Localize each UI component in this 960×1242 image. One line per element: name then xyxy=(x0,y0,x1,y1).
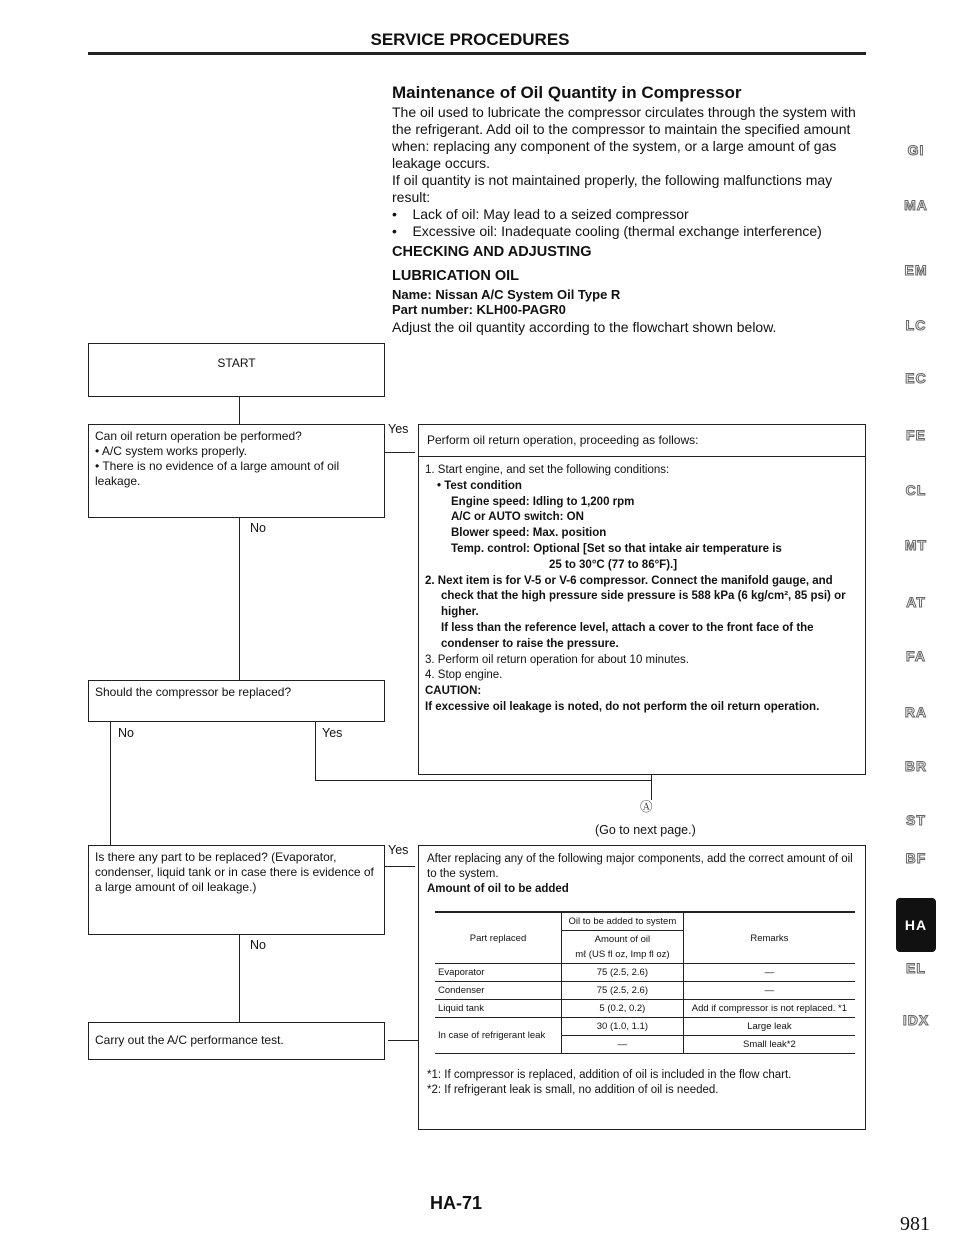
cell: 75 (2.5, 2.6) xyxy=(562,964,684,982)
condition: Temp. control: Optional [Set so that intake air temperature is xyxy=(451,542,782,555)
caution-label: CAUTION: xyxy=(425,685,482,698)
intro-para1: The oil used to lubricate the compressor circulates through the system with the refrigerant. Add oil to the compressor to maintain the specified amount when: replacing any component of the system, or a large amount of gas leakage occurs. xyxy=(392,104,856,171)
col-header-amount xyxy=(562,931,684,964)
cell: 5 (0.2, 0.2) xyxy=(562,1000,684,1018)
tab-gi[interactable]: GI xyxy=(907,142,925,158)
question-compressor-replaced: Should the compressor be replaced? xyxy=(88,680,385,722)
tab-cl[interactable]: CL xyxy=(905,482,927,498)
yes-label: Yes xyxy=(388,843,409,857)
subsection-title: LUBRICATION OIL xyxy=(392,268,519,284)
bullet-1: • Lack of oil: May lead to a seized compressor xyxy=(392,206,689,222)
step-2: 2. Next item is for V-5 or V-6 compressor. Connect the manifold gauge, and check that the high pressure side pressure is 588 kPa (6 kg/cm², 85 psi) or higher. xyxy=(425,574,846,619)
footnote-2: *2: If refrigerant leak is small, no addition of oil is needed. xyxy=(427,1084,719,1096)
col-header-group: Oil to be added to system xyxy=(562,912,684,931)
part-number: Part number: KLH00-PAGR0 xyxy=(392,302,566,317)
cell: 75 (2.5, 2.6) xyxy=(562,982,684,1000)
header-rule xyxy=(88,52,866,55)
q1-title: Can oil return operation be performed? xyxy=(95,429,302,443)
footnote-1: *1: If compressor is replaced, addition of oil is included in the flow chart. xyxy=(427,1069,792,1081)
table-row xyxy=(435,964,855,982)
yes-arrow xyxy=(385,866,415,867)
cell: Evaporator xyxy=(435,964,562,982)
tab-at[interactable]: AT xyxy=(906,594,926,610)
cell: 30 (1.0, 1.1) xyxy=(562,1018,684,1036)
procedure-box xyxy=(418,424,866,775)
table-row xyxy=(435,1000,855,1018)
cell: In case of refrigerant leak xyxy=(435,1018,562,1054)
intro-para2: If oil quantity is not maintained properly, the following malfunctions may result: xyxy=(392,172,833,205)
step-3: 3. Perform oil return operation for about 10 minutes. xyxy=(425,653,690,666)
cell: Small leak*2 xyxy=(683,1036,855,1054)
page-number: 981 xyxy=(900,1213,930,1235)
unit-label: mℓ (US fl oz, Imp fl oz) xyxy=(575,949,670,960)
adjust-text: Adjust the oil quantity according to the flowchart shown below. xyxy=(392,319,777,335)
tab-el[interactable]: EL xyxy=(906,960,926,976)
question-part-replaced: Is there any part to be replaced? (Evaporator, condenser, liquid tank or in case there is evidence of a large amount of oil leakage.) xyxy=(88,845,385,935)
cell: Condenser xyxy=(435,982,562,1000)
tab-em[interactable]: EM xyxy=(904,262,928,278)
tab-mt[interactable]: MT xyxy=(904,537,928,553)
intro-section xyxy=(392,82,866,335)
caution-text: If excessive oil leakage is noted, do not perform the oil return operation. xyxy=(425,700,820,713)
bullet-text: Excessive oil: Inadequate cooling (thermal exchange interference) xyxy=(412,223,822,239)
bullet-2: • Excessive oil: Inadequate cooling (thermal exchange interference) xyxy=(392,223,822,239)
test-condition-title: • Test condition xyxy=(437,479,522,492)
replacement-text: After replacing any of the following major components, add the correct amount of oil to the system. xyxy=(427,853,853,880)
start-box: START xyxy=(88,343,385,397)
no-label: No xyxy=(250,521,266,535)
procedure-header: Perform oil return operation, proceeding as follows: xyxy=(419,425,865,457)
yes-arrow xyxy=(385,452,415,453)
amount-label: Amount of oil xyxy=(594,934,651,945)
connector xyxy=(110,722,111,845)
bullet-text: Lack of oil: May lead to a seized compressor xyxy=(412,206,689,222)
cell: Large leak xyxy=(683,1018,855,1036)
page-header: SERVICE PROCEDURES xyxy=(370,30,570,49)
section-title: CHECKING AND ADJUSTING xyxy=(392,244,592,260)
condition: Engine speed: Idling to 1,200 rpm xyxy=(451,495,635,508)
tab-idx[interactable]: IDX xyxy=(902,1012,930,1028)
connector xyxy=(239,935,240,1022)
performance-test-box: Carry out the A/C performance test. xyxy=(88,1022,385,1060)
no-label: No xyxy=(250,938,266,952)
connector xyxy=(239,518,240,680)
tab-br[interactable]: BR xyxy=(904,758,928,774)
table-title: Amount of oil to be added xyxy=(427,883,569,895)
q1-item: • There is no evidence of a large amount of oil leakage. xyxy=(95,459,340,488)
step-4: 4. Stop engine. xyxy=(425,669,503,682)
tab-fe[interactable]: FE xyxy=(906,427,926,443)
cell: Liquid tank xyxy=(435,1000,562,1018)
page-code: HA-71 xyxy=(430,1193,483,1213)
cell: Add if compressor is not replaced. *1 xyxy=(683,1000,855,1018)
tab-st[interactable]: ST xyxy=(906,812,926,828)
connector xyxy=(315,722,316,780)
cell: — xyxy=(683,964,855,982)
step-1: 1. Start engine, and set the following conditions: xyxy=(425,464,670,476)
goto-mark: Ⓐ xyxy=(640,800,653,814)
table-row xyxy=(435,1018,855,1036)
tab-fa[interactable]: FA xyxy=(906,648,926,664)
yes-label: Yes xyxy=(388,422,409,436)
connector xyxy=(239,397,240,424)
replacement-box xyxy=(418,845,866,1130)
cell: — xyxy=(683,982,855,1000)
condition: 25 to 30°C (77 to 86°F).] xyxy=(549,558,678,571)
oil-amount-table xyxy=(435,911,855,1054)
oil-name: Name: Nissan A/C System Oil Type R xyxy=(392,287,621,302)
tab-ec[interactable]: EC xyxy=(905,370,927,386)
col-header-part: Part replaced xyxy=(435,912,562,964)
return-arrow xyxy=(388,1040,418,1041)
condition: Blower speed: Max. position xyxy=(451,527,607,540)
table-row xyxy=(435,982,855,1000)
tab-ma[interactable]: MA xyxy=(904,197,928,213)
step-2-note: If less than the reference level, attach a cover to the front face of the condenser to raise the pressure. xyxy=(441,621,814,650)
yes-label: Yes xyxy=(322,726,343,740)
no-label: No xyxy=(118,726,134,740)
col-header-remarks: Remarks xyxy=(683,912,855,964)
connector xyxy=(651,775,652,800)
intro-title: Maintenance of Oil Quantity in Compressor xyxy=(392,83,742,102)
tab-ra[interactable]: RA xyxy=(904,704,928,720)
cell: — xyxy=(562,1036,684,1054)
tab-lc[interactable]: LC xyxy=(905,317,927,333)
connector xyxy=(315,780,652,781)
question-oil-return xyxy=(88,424,385,518)
tab-bf[interactable]: BF xyxy=(905,850,927,866)
q1-item: • A/C system works properly. xyxy=(95,444,248,458)
condition: A/C or AUTO switch: ON xyxy=(451,511,584,524)
tab-ha-active[interactable]: HA xyxy=(896,898,936,952)
goto-text: (Go to next page.) xyxy=(595,823,696,837)
